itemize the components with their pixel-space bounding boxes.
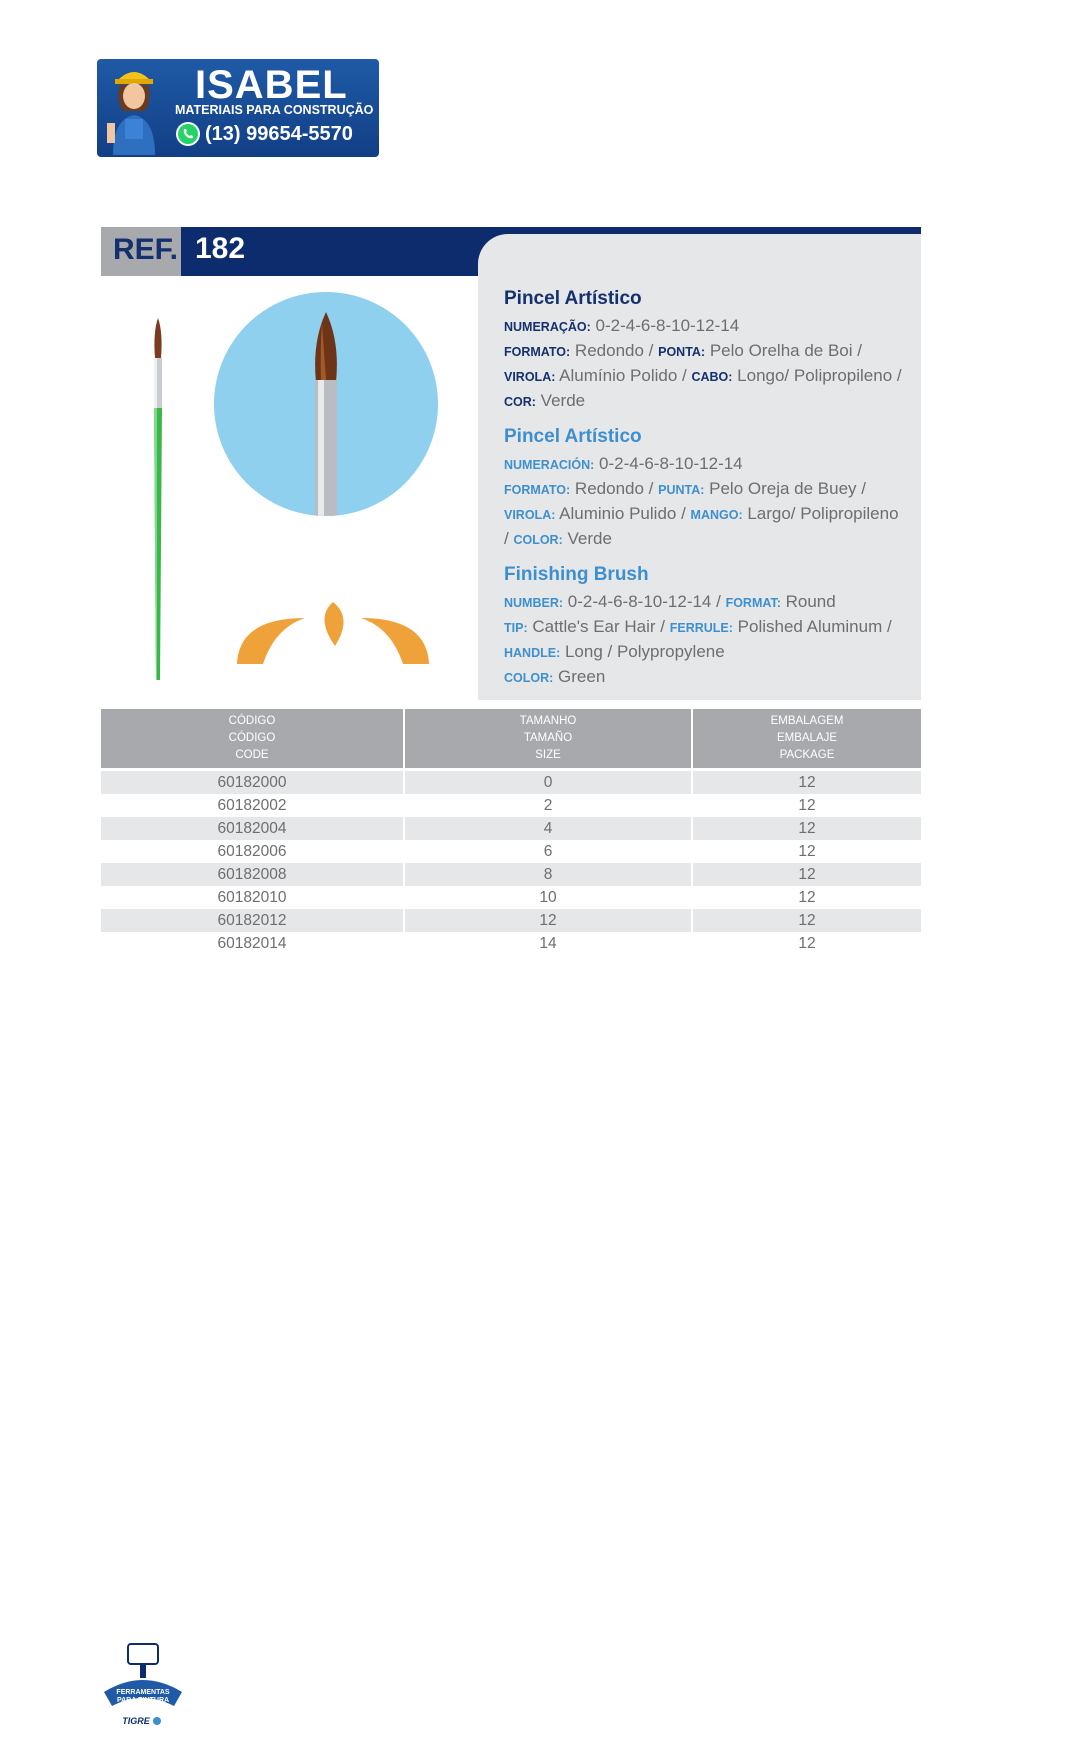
spec-value: Redondo /: [570, 341, 659, 360]
table-row: [101, 771, 921, 794]
spec-value: 0-2-4-6-8-10-12-14: [590, 316, 740, 335]
header-line: TAMANHO: [519, 715, 577, 727]
ref-label-box: [101, 227, 181, 276]
table-row: [101, 794, 921, 817]
cell-size: 14: [405, 932, 693, 955]
brush-shape-icon: [235, 598, 431, 668]
spec-value: Pelo Oreja de Buey /: [704, 479, 866, 498]
ref-label: REF.: [113, 233, 179, 266]
product-table: [101, 709, 921, 955]
brand-name: ISABEL: [195, 63, 348, 107]
spec-label: NUMERACIÓN:: [504, 458, 595, 472]
phone-number[interactable]: (13) 99654-5570: [205, 122, 353, 145]
spec-label: CABO:: [691, 370, 733, 384]
spec-label: NUMBER:: [504, 596, 564, 610]
spec-value: Aluminio Pulido /: [555, 504, 691, 523]
description-title: Finishing Brush: [504, 564, 649, 585]
cell-code: 60182014: [101, 932, 405, 955]
brush-tip-image: [214, 292, 438, 516]
spec-value: 0-2-4-6-8-10-12-14 /: [563, 592, 726, 611]
spec-value: Largo/ Polipropileno /: [504, 504, 899, 548]
table-row: [101, 886, 921, 909]
spec-label: FORMAT:: [725, 596, 781, 610]
cell-package: 12: [693, 771, 921, 794]
description-text: [504, 590, 904, 690]
spec-value: Pelo Orelha de Boi /: [705, 341, 862, 360]
spec-label: HANDLE:: [504, 646, 561, 660]
spec-label: NUMERAÇÃO:: [504, 320, 591, 334]
worker-avatar-icon: [103, 61, 165, 155]
cell-package: 12: [798, 935, 816, 952]
spec-value: Longo/ Polipropileno /: [732, 366, 902, 385]
header-line: SIZE: [535, 749, 561, 761]
spec-value: Long / Polypropylene: [560, 642, 725, 661]
cell-size: 10: [405, 886, 693, 909]
spec-value: Polished Aluminum /: [732, 617, 892, 636]
header-package: [693, 709, 921, 768]
cell-code: 60182010: [101, 886, 405, 909]
cell-code: 60182008: [101, 863, 405, 886]
table-row: [101, 932, 921, 955]
cell-package: 12: [693, 909, 921, 932]
description-en: [504, 564, 904, 690]
phone-row: [175, 121, 353, 147]
table-row: [101, 863, 921, 886]
cell-package: 12: [798, 797, 816, 814]
cell-package: 12: [693, 817, 921, 840]
brush-full-image: [145, 318, 171, 680]
description-title: Pincel Artístico: [504, 426, 642, 447]
description-es: [504, 426, 904, 552]
spec-value: Round: [780, 592, 836, 611]
cell-package: 12: [693, 863, 921, 886]
table-row: [101, 817, 921, 840]
cell-code: 60182012: [101, 909, 405, 932]
header-line: EMBALAJE: [776, 732, 838, 744]
cell-code: 60182000: [101, 771, 405, 794]
cell-code: 60182002: [101, 794, 405, 817]
spec-label: COLOR:: [513, 533, 563, 547]
cell-size: 6: [405, 840, 693, 863]
brand-subtitle: MATERIAIS PARA CONSTRUÇÃO: [175, 103, 374, 117]
spec-label: FORMATO:: [504, 483, 571, 497]
description-title: Pincel Artístico: [504, 288, 642, 309]
cell-size: 8: [405, 863, 693, 886]
spec-label: MANGO:: [690, 508, 743, 522]
spec-value: Cattle's Ear Hair /: [527, 617, 670, 636]
brush-tip-closeup: [214, 292, 438, 516]
spec-label: PUNTA:: [658, 483, 705, 497]
table-row: [101, 909, 921, 932]
header-line: CODE: [235, 749, 269, 761]
header-line: EMBALAGEM: [770, 715, 844, 727]
header-line: CÓDIGO: [228, 715, 276, 727]
store-logo: [97, 59, 379, 157]
spec-value: Alumínio Polido /: [555, 366, 692, 385]
whatsapp-icon: [175, 121, 201, 147]
cell-package: 12: [798, 889, 816, 906]
spec-label: VIROLA:: [504, 508, 556, 522]
cell-package: 12: [798, 843, 816, 860]
spec-label: VIROLA:: [504, 370, 556, 384]
cell-size: 2: [405, 794, 693, 817]
table-row: [101, 840, 921, 863]
spec-label: COR:: [504, 395, 536, 409]
spec-value: Verde: [535, 391, 586, 410]
description-text: [504, 314, 904, 414]
table-header: [101, 709, 921, 768]
spec-value: Green: [553, 667, 606, 686]
description-pt: [504, 288, 904, 414]
cell-size: 0: [405, 771, 693, 794]
cell-code: 60182006: [101, 840, 405, 863]
spec-label: PONTA:: [658, 345, 706, 359]
header-code: [101, 709, 405, 768]
header-size: [405, 709, 693, 768]
cell-size: 12: [405, 909, 693, 932]
description-text: [504, 452, 904, 552]
spec-label: COLOR:: [504, 671, 554, 685]
badge-line2: PARA PINTURA: [116, 1697, 170, 1704]
spec-value: Verde: [562, 529, 612, 548]
header-line: TAMAÑO: [523, 732, 573, 744]
spec-label: FORMATO:: [504, 345, 571, 359]
spec-label: TIP:: [504, 621, 528, 635]
spec-value: 0-2-4-6-8-10-12-14: [594, 454, 743, 473]
tigre-painting-tools-logo: [100, 1640, 186, 1728]
ref-number: 182: [195, 232, 246, 265]
badge-brand: TIGRE: [122, 1716, 150, 1726]
header-line: PACKAGE: [779, 749, 835, 761]
header-line: CÓDIGO: [228, 732, 276, 744]
cell-code: 60182004: [101, 817, 405, 840]
badge-line1: FERRAMENTAS: [116, 1689, 170, 1696]
spec-value: Redondo /: [570, 479, 659, 498]
spec-label: FERRULE:: [669, 621, 733, 635]
cell-size: 4: [405, 817, 693, 840]
